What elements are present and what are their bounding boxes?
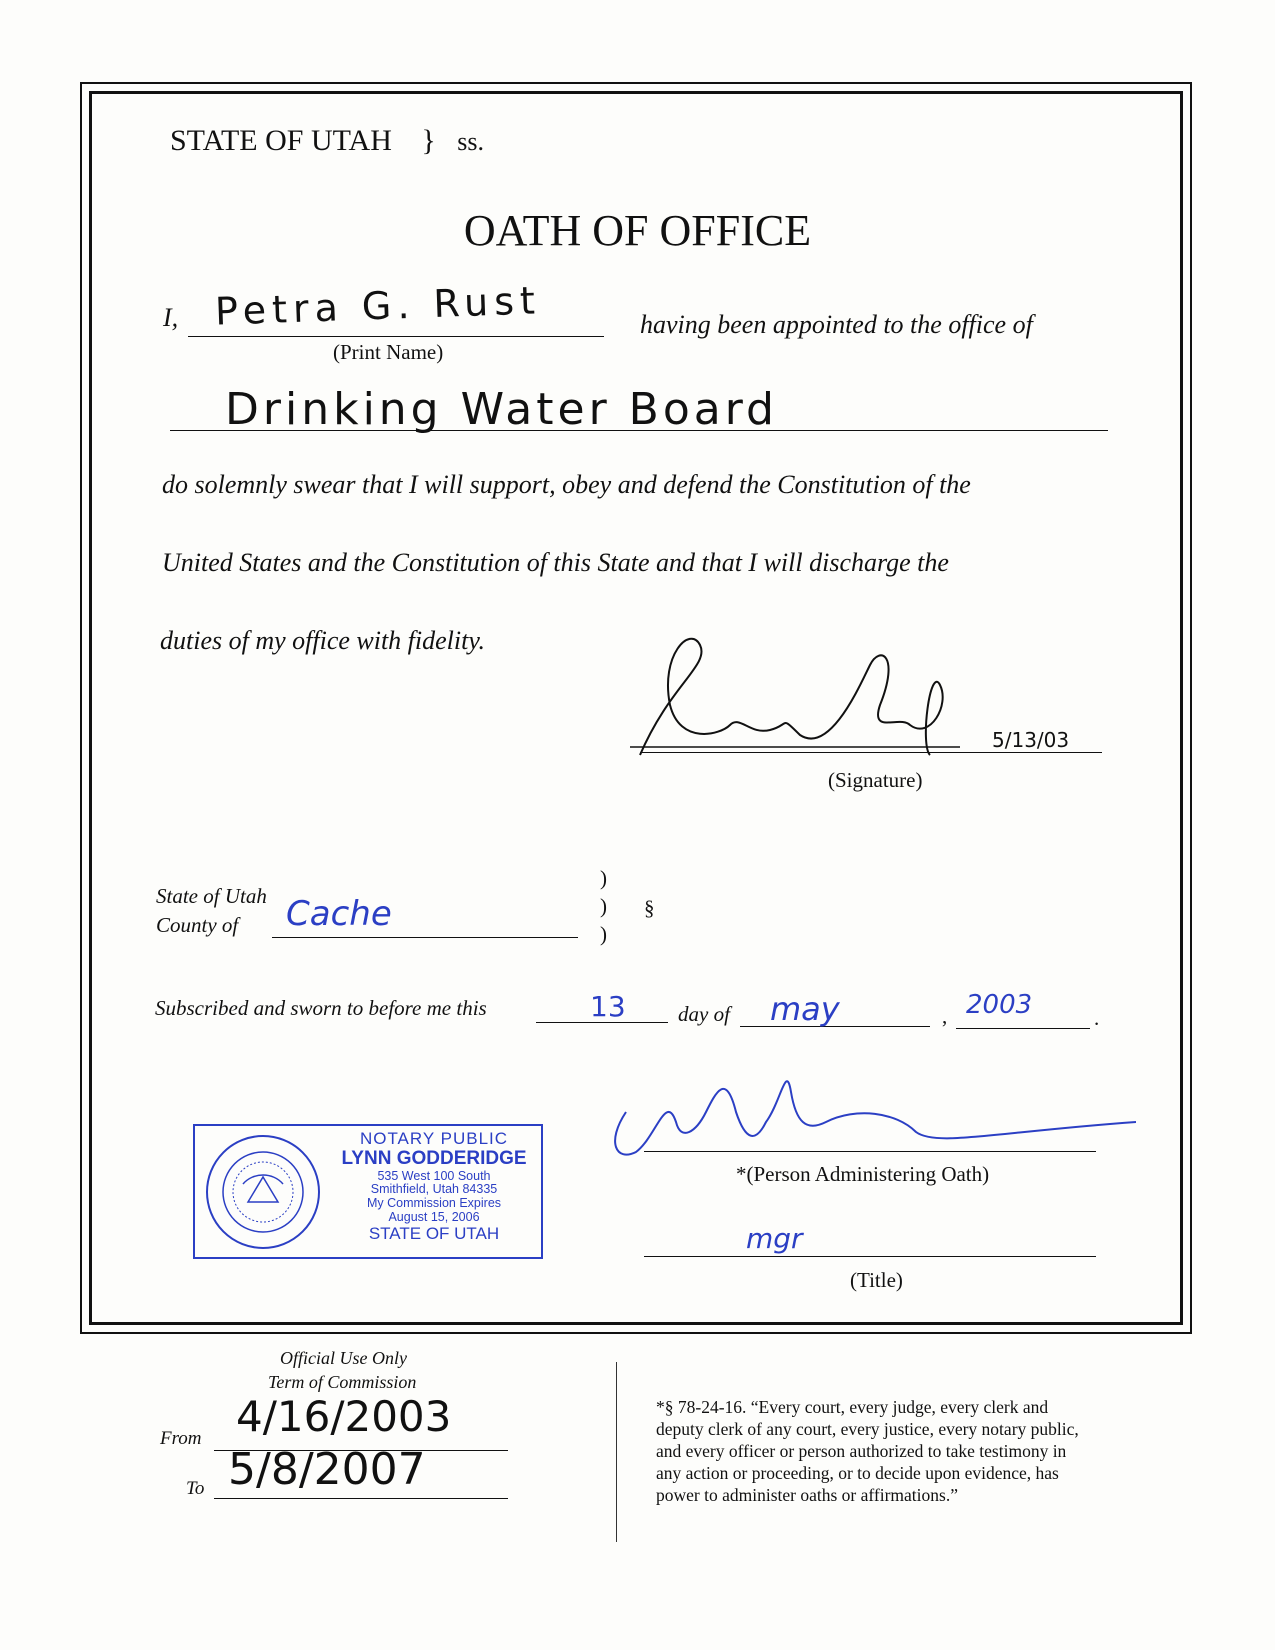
handwritten-title: mgr: [746, 1222, 803, 1255]
sworn-comma: ,: [942, 1004, 948, 1028]
handwritten-day: 13: [590, 990, 626, 1023]
administrator-label: *(Person Administering Oath): [736, 1162, 990, 1186]
stamp-city: Smithfield, Utah 84335: [370, 1182, 498, 1197]
footnote-line-5: power to administer oaths or affirmations.”: [656, 1485, 958, 1505]
handwritten-name: Petra G. Rust: [214, 278, 542, 334]
oath-line-1: do solemnly swear that I will support, obey and defend the Constitution of the: [162, 470, 971, 499]
state-seal: [203, 1132, 323, 1252]
handwritten-office: Drinking Water Board: [225, 384, 778, 435]
venue-paren-1: ): [600, 866, 607, 890]
handwritten-county: Cache: [286, 894, 392, 934]
footnote-line-4: any action or proceeding, or to decide upon evidence, has: [656, 1463, 1059, 1483]
handwritten-year: 2003: [966, 990, 1033, 1020]
state-line: STATE OF UTAH: [170, 124, 392, 157]
footnote-line-3: and every officer or person authorized to take testimony in: [656, 1441, 1067, 1461]
footnote-line-2: deputy clerk of any court, every justice, every notary public,: [656, 1419, 1079, 1439]
day-of-text: day of: [678, 1002, 730, 1026]
i-prefix: I,: [163, 303, 179, 332]
to-label: To: [186, 1478, 205, 1499]
signature-label: (Signature): [828, 768, 923, 792]
section-symbol: §: [644, 896, 655, 920]
stamp-expiration-date: August 15, 2006: [388, 1209, 480, 1224]
from-label: From: [160, 1428, 202, 1449]
county-line: [272, 937, 578, 938]
signature-date: 5/13/03: [992, 728, 1070, 752]
stamp-notary-public: NOTARY PUBLIC: [359, 1129, 509, 1148]
brace: }: [421, 124, 436, 157]
to-line: [214, 1498, 508, 1499]
venue-county-label: County of: [156, 913, 239, 937]
ss-label: ss.: [457, 127, 485, 156]
name-line: [188, 336, 604, 337]
venue-paren-2: ): [600, 894, 607, 918]
state-heading: [170, 124, 484, 158]
title-label: (Title): [850, 1268, 903, 1292]
stamp-commission-label: My Commission Expires: [366, 1196, 502, 1211]
document-title: OATH OF OFFICE: [463, 206, 812, 255]
handwritten-month: may: [770, 990, 840, 1028]
venue-state-label: State of Utah: [156, 884, 267, 908]
stamp-address: 535 West 100 South: [377, 1168, 491, 1183]
appointed-text: having been appointed to the office of: [640, 310, 1033, 339]
administrator-line: [644, 1151, 1096, 1152]
sworn-text: Subscribed and sworn to before me this: [155, 996, 487, 1020]
stamp-state: STATE OF UTAH: [368, 1223, 500, 1243]
title-line: [644, 1256, 1096, 1257]
footer-divider: [616, 1362, 617, 1542]
print-name-label: (Print Name): [333, 340, 444, 364]
administrator-signature: [596, 1052, 1136, 1162]
official-use-heading: Official Use Only: [280, 1348, 407, 1368]
oath-line-3: duties of my office with fidelity.: [160, 626, 485, 655]
to-date: 5/8/2007: [228, 1444, 426, 1495]
statute-footnote: [656, 1396, 1079, 1506]
from-date: 4/16/2003: [236, 1392, 452, 1441]
year-line: [956, 1028, 1090, 1029]
stamp-notary-name: LYNN GODDERIDGE: [341, 1147, 527, 1169]
term-of-commission-label: Term of Commission: [268, 1372, 417, 1392]
notary-stamp: [193, 1124, 543, 1259]
venue-paren-3: ): [600, 922, 607, 946]
oath-line-2: United States and the Constitution of this State and that I will discharge the: [162, 548, 949, 577]
sworn-period: .: [1094, 1006, 1100, 1030]
footnote-line-1: *§ 78-24-16. “Every court, every judge, every clerk and: [656, 1397, 1049, 1417]
signature-line: [640, 752, 1102, 753]
